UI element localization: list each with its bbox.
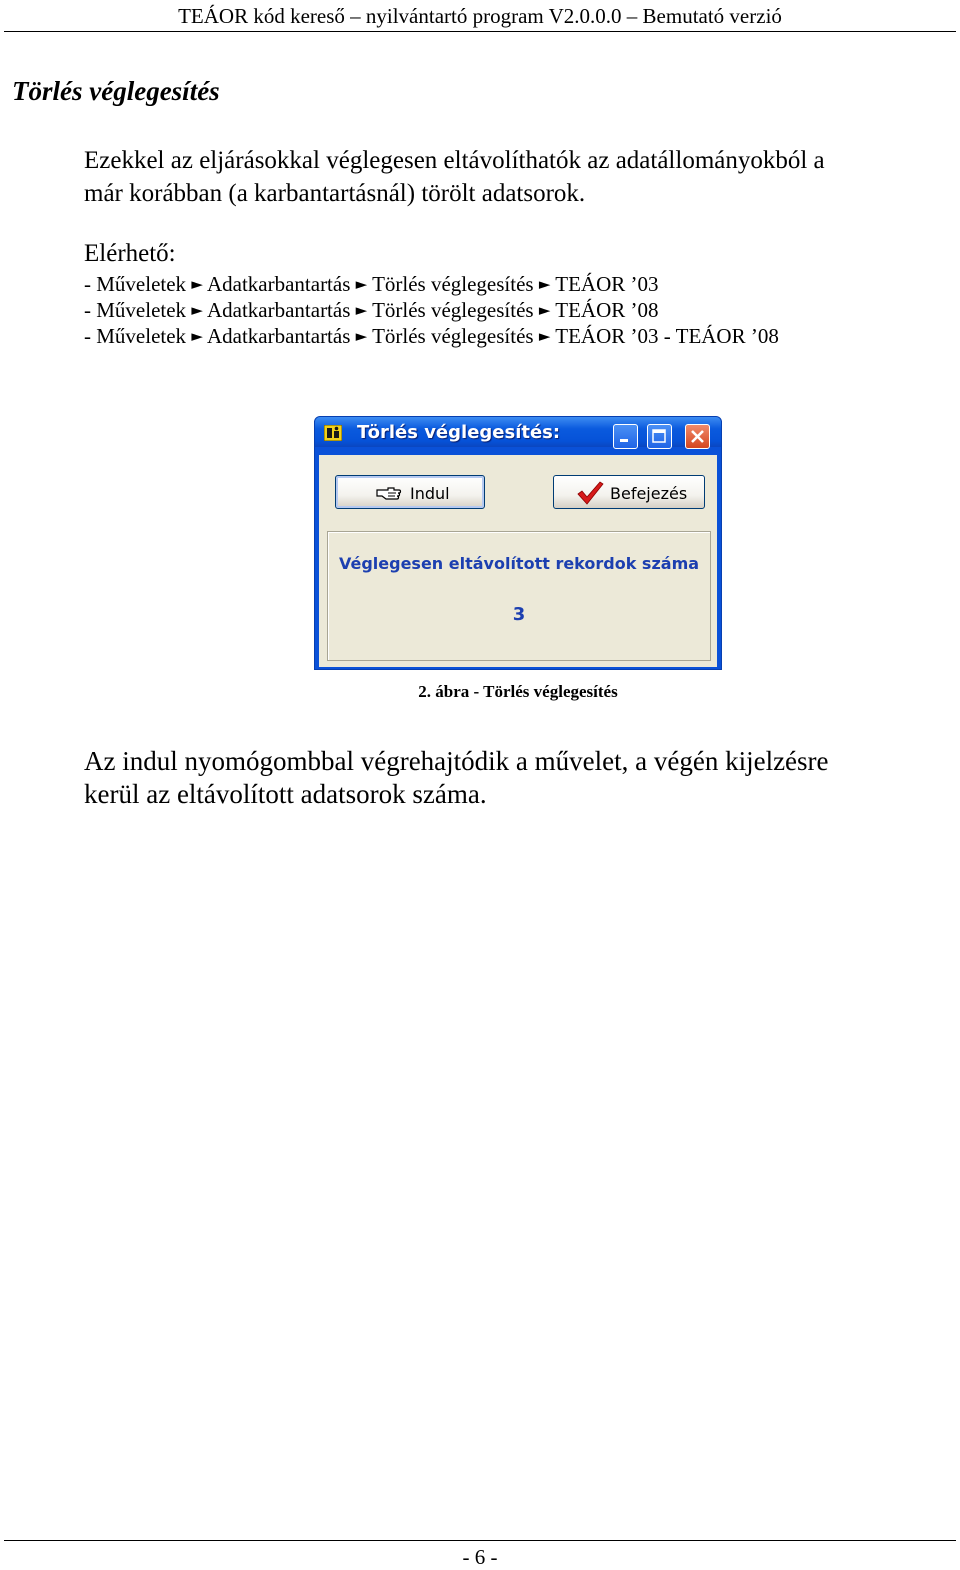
minimize-button[interactable] bbox=[613, 424, 638, 449]
intro-line: Ezekkel az eljárásokkal véglegesen eltávolíthatók az adatállományokból a bbox=[84, 147, 825, 174]
path-step: TEÁOR ’08 bbox=[555, 298, 659, 322]
dialog-client-area bbox=[319, 455, 717, 667]
app-icon bbox=[324, 425, 342, 441]
path-prefix: - bbox=[84, 272, 97, 296]
path-step: Adatkarbantartás bbox=[206, 298, 351, 322]
hand-pointer-icon bbox=[376, 483, 404, 501]
body-line: kerül az eltávolított adatsorok száma. bbox=[84, 779, 487, 809]
path-step: Adatkarbantartás bbox=[206, 272, 351, 296]
body-paragraph bbox=[84, 745, 829, 811]
footer-divider bbox=[4, 1540, 956, 1541]
close-icon bbox=[686, 425, 709, 448]
finish-button-label: Befejezés bbox=[610, 484, 688, 503]
menu-path bbox=[84, 271, 779, 297]
path-step: Műveletek bbox=[96, 272, 187, 296]
path-step: TEÁOR ’03 bbox=[555, 272, 659, 296]
header-title: TEÁOR kód kereső – nyilvántartó program V2.0.0.0 – Bemutató verzió bbox=[178, 4, 782, 28]
path-prefix: - bbox=[84, 298, 97, 322]
intro-line: már korábban (a karbantartásnál) törölt adatsorok. bbox=[84, 180, 586, 207]
maximize-button[interactable] bbox=[647, 424, 672, 449]
menu-path bbox=[84, 297, 779, 323]
arrow-right-icon: ► bbox=[191, 275, 203, 293]
path-step: Törlés véglegesítés bbox=[372, 272, 534, 296]
menu-path bbox=[84, 323, 779, 349]
arrow-right-icon: ► bbox=[191, 327, 203, 345]
path-step: TEÁOR ’03 - TEÁOR ’08 bbox=[555, 324, 779, 348]
start-button[interactable] bbox=[335, 475, 485, 509]
start-button-label: Indul bbox=[410, 484, 450, 503]
removed-records-label: Véglegesen eltávolított rekordok száma bbox=[338, 554, 700, 573]
path-step: Adatkarbantartás bbox=[206, 324, 351, 348]
dialog-titlebar[interactable] bbox=[315, 417, 721, 447]
dialog-title: Törlés véglegesítés: bbox=[357, 422, 561, 443]
close-button[interactable] bbox=[685, 424, 710, 449]
delete-finalize-dialog bbox=[314, 416, 722, 670]
body-line: Az indul nyomógombbal végrehajtódik a művelet, a végén kijelzésre bbox=[84, 746, 829, 776]
path-step: Műveletek bbox=[96, 324, 187, 348]
arrow-right-icon: ► bbox=[355, 275, 368, 293]
arrow-right-icon: ► bbox=[538, 327, 551, 345]
menu-path-list bbox=[84, 271, 779, 349]
arrow-right-icon: ► bbox=[355, 301, 368, 319]
removed-records-count: 3 bbox=[512, 604, 526, 625]
availability-label: Elérhető: bbox=[84, 240, 176, 267]
path-prefix: - bbox=[84, 324, 97, 348]
arrow-right-icon: ► bbox=[355, 327, 368, 345]
result-panel bbox=[327, 531, 711, 661]
arrow-right-icon: ► bbox=[191, 301, 203, 319]
path-step: Törlés véglegesítés bbox=[372, 298, 534, 322]
path-step: Műveletek bbox=[96, 298, 187, 322]
intro-paragraph bbox=[84, 144, 825, 210]
arrow-right-icon: ► bbox=[538, 275, 551, 293]
section-title: Törlés véglegesítés bbox=[12, 76, 220, 106]
figure-caption: 2. ábra - Törlés véglegesítés bbox=[418, 682, 618, 701]
header-divider bbox=[4, 31, 956, 32]
page-number: - 6 - bbox=[462, 1545, 498, 1569]
checkmark-icon bbox=[576, 480, 604, 506]
maximize-icon bbox=[648, 425, 671, 448]
path-step: Törlés véglegesítés bbox=[372, 324, 534, 348]
minimize-icon bbox=[614, 425, 637, 448]
finish-button[interactable] bbox=[553, 475, 705, 509]
arrow-right-icon: ► bbox=[538, 301, 551, 319]
